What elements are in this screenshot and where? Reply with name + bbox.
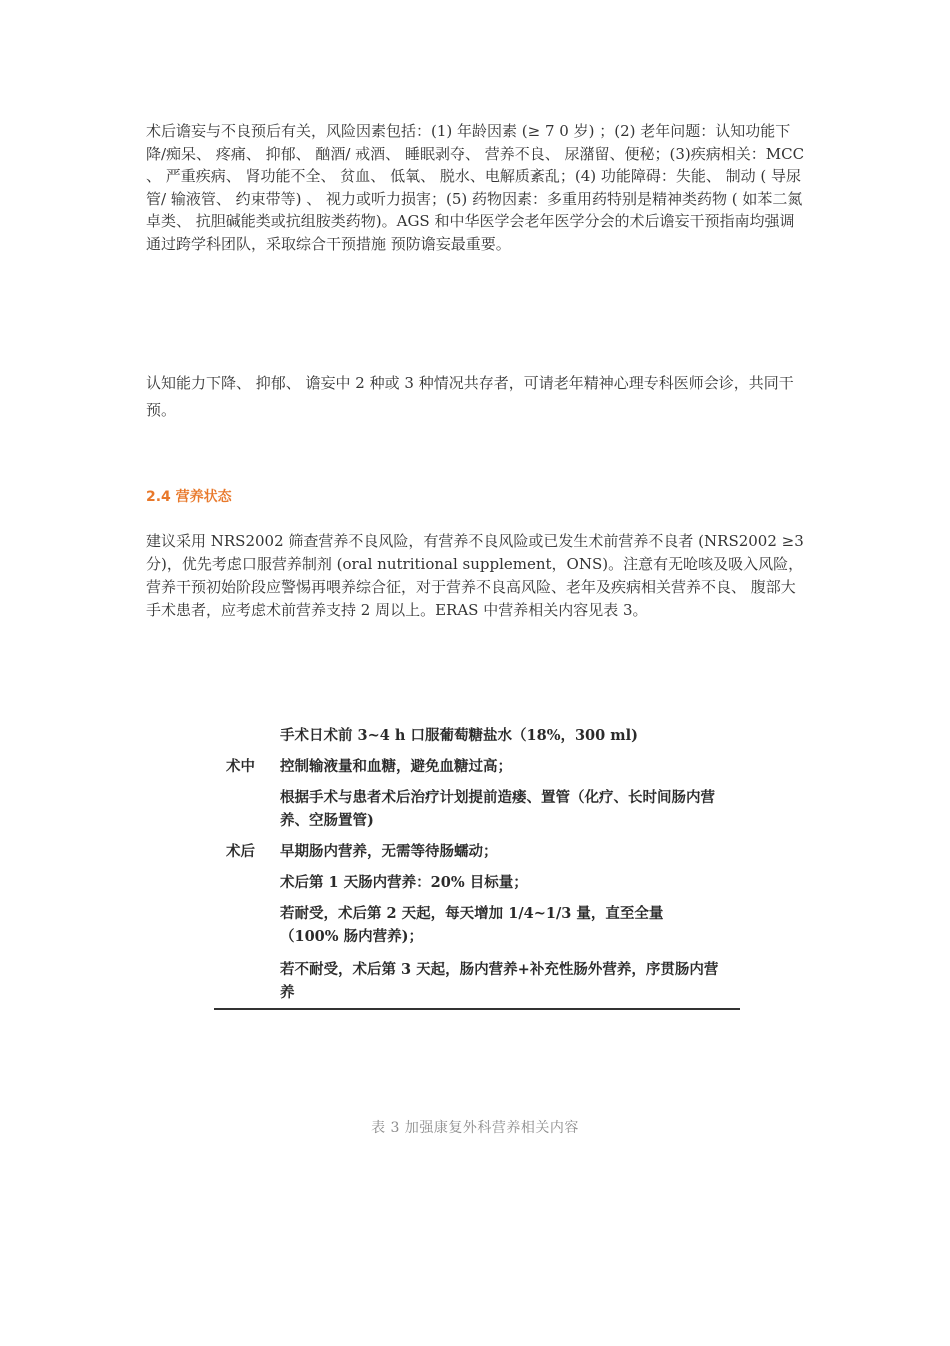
table-caption: 表 3 加强康复外科营养相关内容 — [371, 1120, 579, 1136]
table-row-label: 术后 — [226, 843, 255, 860]
section-heading-nutrition: 2.4 营养状态 — [146, 489, 232, 505]
table-row-text: 根据手术与患者术后治疗计划提前造瘘、置管（化疗、长时间肠内营养、空肠置管) — [280, 789, 715, 829]
table-row-text: 若不耐受，术后第 3 天起，肠内营养+补充性肠外营养，序贯肠内营养 — [280, 961, 719, 1001]
table-row-text: 术后第 1 天肠内营养：20% 目标量； — [280, 874, 528, 891]
table-bottom-rule — [214, 1008, 740, 1010]
paragraph-nutrition: 建议采用 NRS2002 筛查营养不良风险，有营养不良风险或已发生术前营养不良者 (NRS2002 ≥3 分)，优先考虑口服营养制剂 (oral nutritional supplement，ONS)。注意有无呛咳及吸入风险，营养干预初始阶段应警惕再喂养综合征，对于营养不良高风险、老年及疾病相关营养不良、 腹部大手术患者，应考虑术前营养支持 2 周以上。ERAS 中营养相关内容见表 3。 — [146, 532, 804, 619]
table-row-text: 手术日术前 3~4 h 口服葡萄糖盐水（18%，300 ml) — [280, 727, 638, 744]
paragraph-delirium-risk: 术后谵妄与不良预后有关，风险因素包括：(1) 年龄因素 (≥ 7 0 岁) ；(2) 老年问题：认知功能下降/痴呆、 疼痛、 抑郁、 酗酒/ 戒酒、 睡眠剥夺、 营养不良、 尿潴留、便秘；(3)疾病相关：MCC 、 严重疾病、 肾功能不全、 贫血、 低氧、 脱水、电解质紊乱；(4) 功能障碍：失能、 制动 ( 导尿管/ 输液管、 约束带等) 、 视力或听力损害；(5) 药物因素：多重用药特别是精神类药物 ( 如苯二氮卓类、 抗胆碱能类或抗组胺类药物)。AGS 和中华医学会老年医学分会的术后谵妄干预指南均强调通过跨学科团队，采取综合干预措施 预防谵妄最重要。 — [146, 122, 805, 253]
nutrition-table-image — [214, 720, 740, 1012]
table-row-label: 术中 — [226, 758, 255, 775]
table-row-text: 若耐受，术后第 2 天起，每天增加 1/4~1/3 量，直至全量（100% 肠内营养)； — [280, 905, 664, 945]
table-row-text: 控制输液量和血糖，避免血糖过高； — [280, 758, 512, 775]
table-row-text: 早期肠内营养，无需等待肠蠕动； — [280, 843, 498, 860]
paragraph-consultation: 认知能力下降、 抑郁、 谵妄中 2 种或 3 种情况共存者，可请老年精神心理专科医师会诊，共同干预。 — [146, 374, 794, 419]
